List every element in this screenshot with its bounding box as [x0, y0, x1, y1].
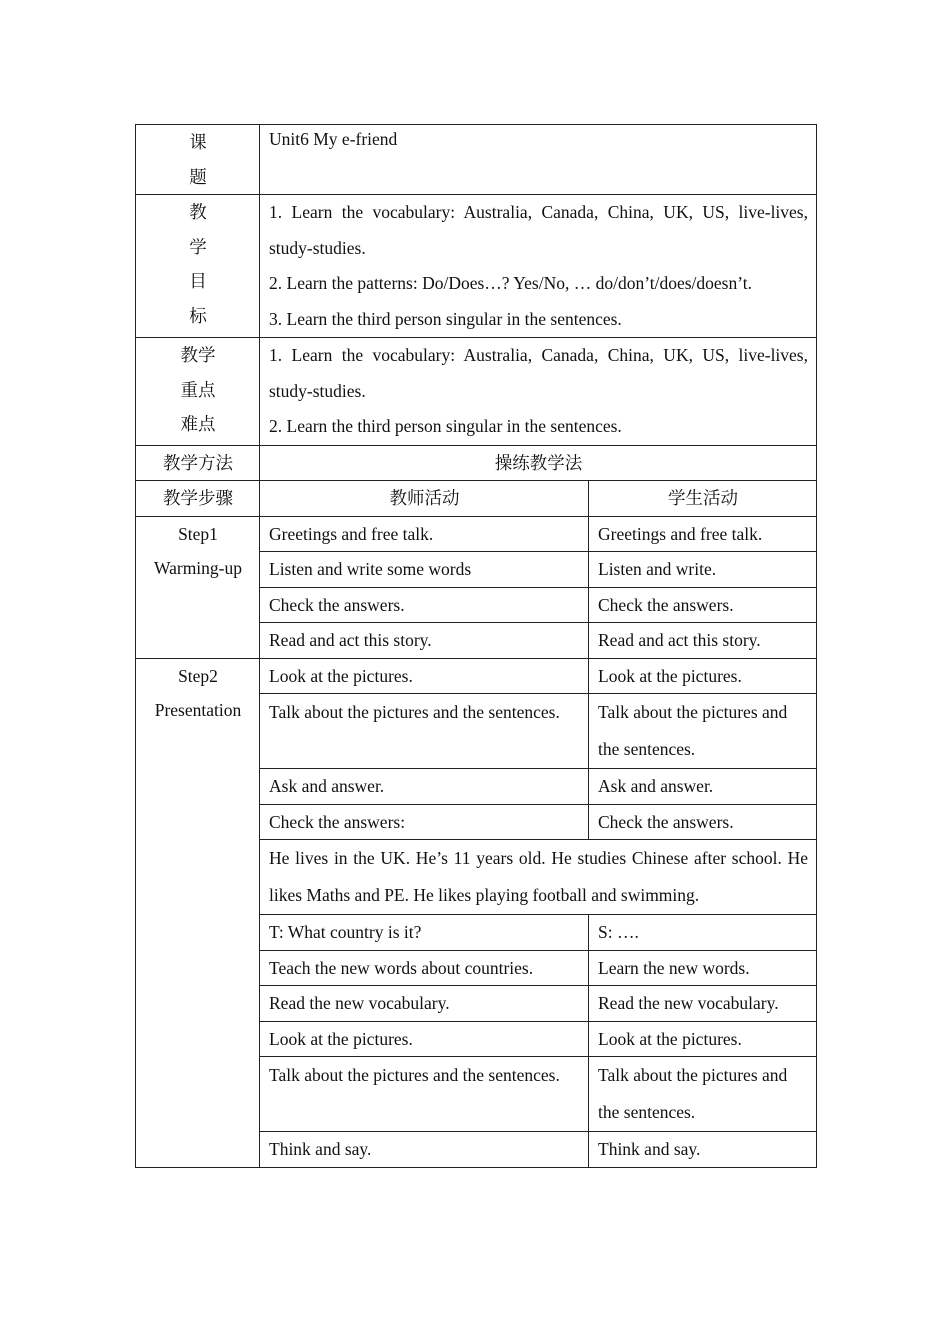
step-title: Warming-up [153, 558, 242, 578]
table-row [136, 516, 817, 552]
student-activity: Look at the pictures. [589, 658, 817, 694]
step-title: Presentation [154, 700, 242, 720]
label-char: 题 [189, 166, 207, 187]
objectives-row [136, 195, 817, 338]
student-activity: Ask and answer. [589, 769, 817, 805]
table-row [136, 658, 817, 694]
label-char: 重点 [180, 379, 216, 400]
key-point-line: 2. Learn the third person singular in the sentences. [269, 416, 622, 436]
key-points-label [136, 338, 260, 446]
student-activity: Listen and write. [589, 552, 817, 588]
teacher-activity: Teach the new words about countries. [260, 950, 589, 986]
step-name: Step1 [178, 523, 218, 544]
student-activity: Read the new vocabulary. [589, 986, 817, 1022]
teacher-activity: Check the answers: [260, 804, 589, 840]
student-activity: Greetings and free talk. [589, 516, 817, 552]
reading-passage: He lives in the UK. He’s 11 years old. He studies Chinese after school. He likes Maths and PE. He likes playing football and swimming. [260, 840, 817, 915]
topic-value: Unit6 My e-friend [260, 125, 817, 195]
label-char: 学 [189, 236, 207, 257]
objective-line: 3. Learn the third person singular in the sentences. [269, 308, 622, 329]
key-points-value [260, 338, 817, 446]
lesson-plan-table [135, 124, 817, 1168]
student-activity: Talk about the pictures and the sentences. [589, 694, 817, 769]
student-activity: S: …. [589, 915, 817, 951]
label-char: 标 [189, 305, 207, 326]
student-activity: Read and act this story. [589, 623, 817, 659]
label-char: 难点 [180, 414, 216, 434]
objective-line: 1. Learn the vocabulary: Australia, Canada, China, UK, US, live-lives, study-studies. [269, 202, 808, 258]
objectives-value [260, 195, 817, 338]
student-activity: Check the answers. [589, 804, 817, 840]
step-name: Step2 [178, 665, 218, 686]
student-activity: Check the answers. [589, 587, 817, 623]
student-activity: Talk about the pictures and the sentences. [589, 1057, 817, 1132]
teacher-activity: Look at the pictures. [260, 1021, 589, 1057]
label-char: 教 [189, 202, 207, 222]
key-point-line: 1. Learn the vocabulary: Australia, Canada, China, UK, US, live-lives, study-studies. [269, 345, 808, 401]
key-points-row [136, 338, 817, 446]
label-char: 目 [189, 271, 207, 291]
topic-row [136, 125, 817, 195]
student-activity-header: 学生活动 [589, 481, 817, 517]
step1-label [136, 516, 260, 658]
student-activity: Think and say. [589, 1132, 817, 1168]
teacher-activity-header: 教师活动 [260, 481, 589, 517]
method-row [136, 445, 817, 481]
student-activity: Look at the pictures. [589, 1021, 817, 1057]
label-char: 教学 [180, 345, 216, 365]
steps-label: 教学步骤 [136, 481, 260, 517]
objectives-label [136, 195, 260, 338]
teacher-activity: Read and act this story. [260, 623, 589, 659]
teacher-activity: Talk about the pictures and the sentences. [260, 1057, 589, 1132]
student-activity: Learn the new words. [589, 950, 817, 986]
teacher-activity: T: What country is it? [260, 915, 589, 951]
teacher-activity: Think and say. [260, 1132, 589, 1168]
teacher-activity: Check the answers. [260, 587, 589, 623]
teacher-activity: Greetings and free talk. [260, 516, 589, 552]
teacher-activity: Talk about the pictures and the sentences. [260, 694, 589, 769]
objective-line: 2. Learn the patterns: Do/Does…? Yes/No, … do/don’t/does/doesn’t. [269, 273, 752, 293]
steps-header-row [136, 481, 817, 517]
teacher-activity: Look at the pictures. [260, 658, 589, 694]
method-label: 教学方法 [136, 445, 260, 481]
step2-label [136, 658, 260, 1167]
teacher-activity: Read the new vocabulary. [260, 986, 589, 1022]
teacher-activity: Listen and write some words [260, 552, 589, 588]
teacher-activity: Ask and answer. [260, 769, 589, 805]
label-char: 课 [189, 132, 207, 152]
topic-label [136, 125, 260, 195]
method-value: 操练教学法 [260, 445, 817, 481]
